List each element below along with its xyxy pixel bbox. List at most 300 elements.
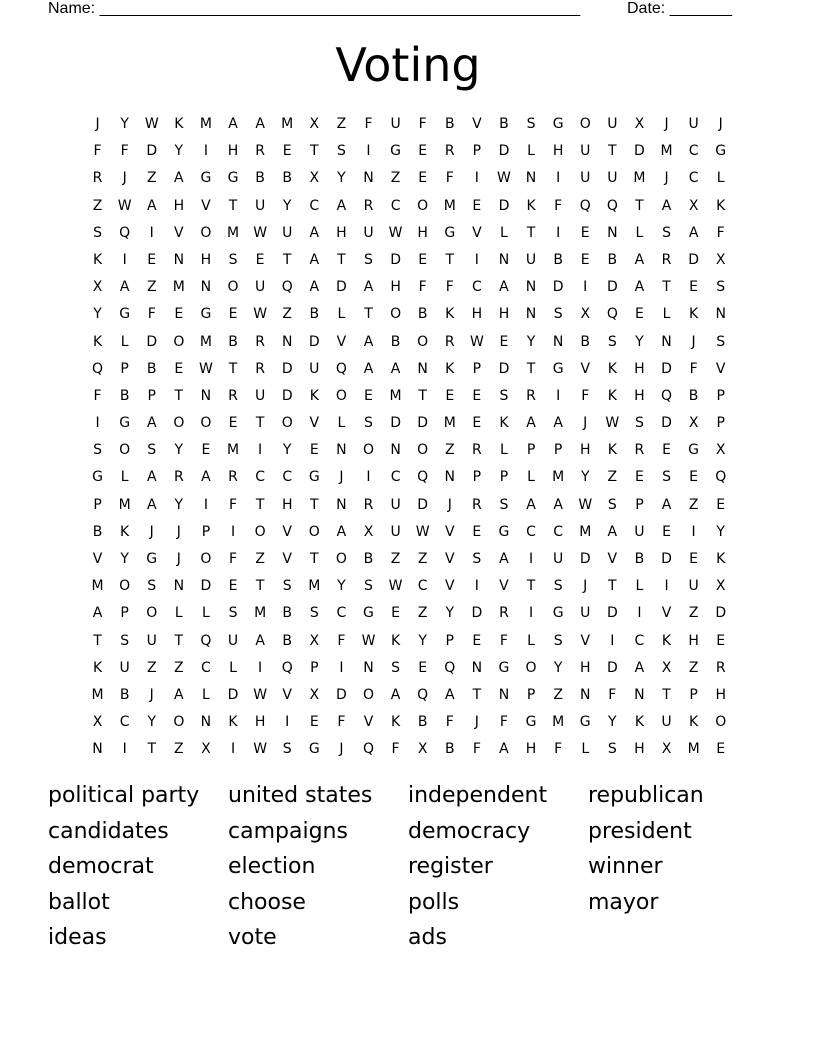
grid-row: [84, 247, 734, 274]
grid-letter: B: [417, 714, 428, 731]
word-list-item: ideas: [48, 925, 107, 951]
grid-letter: S: [282, 578, 292, 595]
grid-letter: V: [363, 714, 374, 731]
grid-letter: C: [471, 279, 482, 296]
grid-letter: Q: [579, 197, 591, 214]
grid-letter: D: [661, 551, 672, 567]
grid-letter: M: [226, 442, 240, 459]
grid-letter: Z: [444, 442, 455, 459]
grid-letter: O: [362, 442, 374, 459]
grid-letter: D: [471, 605, 483, 622]
grid-letter: W: [253, 686, 268, 703]
grid-letter: P: [147, 387, 156, 404]
grid-letter: Y: [418, 632, 427, 649]
grid-letter: A: [336, 197, 347, 214]
grid-letter: A: [553, 496, 563, 513]
grid-letter: B: [282, 170, 292, 187]
grid-letter: A: [146, 415, 157, 432]
grid-letter: E: [472, 197, 482, 214]
grid-letter: H: [254, 714, 266, 731]
grid-letter: B: [634, 551, 645, 567]
grid-letter: K: [92, 251, 103, 268]
grid-letter: P: [93, 496, 102, 513]
grid-letter: D: [552, 279, 564, 296]
grid-letter: I: [691, 523, 696, 540]
grid-letter: M: [91, 686, 104, 703]
grid-letter: F: [445, 170, 454, 187]
grid-letter: H: [390, 279, 401, 296]
grid-letter: C: [309, 197, 320, 214]
grid-letter: S: [228, 251, 238, 268]
grid-letter: N: [525, 279, 537, 296]
grid-letter: B: [282, 605, 292, 622]
grid-letter: G: [200, 170, 212, 187]
grid-letter: F: [499, 632, 508, 649]
word-search-grid: [84, 111, 734, 764]
grid-letter: D: [281, 387, 293, 404]
grid-letter: H: [471, 306, 483, 323]
grid-letter: S: [282, 741, 292, 758]
grid-letter: B: [417, 306, 428, 323]
grid-letter: N: [634, 686, 645, 703]
word-list-item: polls: [408, 889, 460, 915]
grid-letter: N: [336, 442, 347, 459]
grid-letter: D: [498, 197, 510, 214]
grid-letter: A: [309, 251, 320, 268]
grid-letter: U: [607, 116, 618, 132]
grid-letter: Y: [120, 551, 129, 567]
word-list-item: political party: [48, 783, 200, 808]
word-list-item: campaigns: [228, 818, 348, 844]
grid-letter: X: [309, 632, 320, 649]
grid-letter: G: [688, 442, 700, 459]
grid-letter: I: [230, 523, 236, 540]
grid-letter: C: [336, 605, 347, 622]
grid-letter: J: [447, 496, 452, 513]
grid-letter: J: [664, 116, 669, 132]
grid-letter: U: [390, 523, 401, 540]
grid-letter: G: [146, 551, 158, 567]
grid-letter: X: [92, 279, 103, 296]
grid-letter: Y: [635, 333, 644, 350]
grid-letter: F: [418, 116, 427, 132]
grid-letter: V: [336, 333, 347, 350]
grid-letter: C: [417, 578, 428, 595]
grid-letter: E: [689, 551, 699, 567]
grid-row: [84, 573, 734, 600]
grid-letter: O: [146, 605, 158, 622]
grid-letter: V: [444, 551, 455, 567]
grid-letter: N: [579, 686, 591, 703]
grid-letter: E: [228, 306, 238, 323]
grid-letter: O: [335, 551, 347, 567]
grid-letter: I: [366, 469, 371, 486]
grid-letter: K: [607, 442, 617, 459]
grid-letter: E: [309, 442, 319, 459]
grid-letter: E: [201, 442, 211, 459]
grid-letter: V: [444, 523, 455, 540]
grid-letter: O: [362, 686, 374, 703]
grid-letter: U: [254, 197, 266, 214]
grid-letter: F: [554, 741, 563, 758]
grid-letter: M: [687, 741, 700, 758]
grid-letter: T: [608, 143, 617, 160]
grid-letter: C: [553, 523, 564, 540]
grid-letter: X: [661, 741, 672, 758]
grid-letter: Q: [281, 279, 293, 296]
grid-letter: F: [364, 116, 373, 132]
grid-letter: S: [391, 659, 401, 676]
grid-letter: S: [364, 415, 373, 432]
grid-letter: Z: [282, 306, 292, 323]
grid-letter: M: [552, 469, 565, 486]
word-list-item: election: [228, 854, 316, 880]
grid-letter: E: [418, 251, 428, 268]
grid-letter: A: [390, 360, 401, 377]
grid-letter: J: [176, 551, 181, 567]
grid-letter: K: [526, 197, 536, 214]
grid-letter: M: [226, 224, 240, 241]
grid-letter: Q: [661, 387, 673, 404]
grid-letter: K: [661, 632, 672, 649]
grid-letter: M: [91, 578, 104, 595]
grid-letter: W: [388, 578, 403, 595]
grid-letter: T: [526, 224, 536, 241]
grid-letter: W: [388, 224, 403, 241]
grid-letter: U: [309, 360, 320, 377]
word-list-item: register: [408, 854, 493, 880]
grid-letter: L: [527, 632, 535, 649]
word-list-item: mayor: [588, 889, 659, 915]
grid-letter: N: [498, 251, 510, 268]
grid-letter: I: [583, 279, 588, 296]
grid-letter: X: [688, 197, 699, 214]
grid-letter: P: [472, 360, 482, 377]
grid-letter: X: [661, 659, 672, 676]
grid-letter: G: [119, 306, 131, 323]
grid-letter: B: [444, 741, 455, 758]
grid-letter: Q: [362, 741, 374, 758]
grid-letter: B: [499, 116, 509, 132]
grid-letter: R: [255, 360, 265, 377]
grid-letter: T: [337, 251, 346, 268]
grid-letter: P: [201, 523, 211, 540]
word-list-item: ads: [408, 925, 447, 951]
grid-letter: A: [553, 415, 563, 432]
grid-letter: E: [174, 360, 184, 377]
grid-letter: Y: [716, 523, 725, 540]
grid-letter: G: [92, 469, 103, 486]
grid-letter: K: [607, 360, 617, 377]
grid-letter: R: [715, 659, 726, 676]
grid-letter: I: [149, 224, 154, 241]
grid-letter: Z: [390, 170, 401, 187]
grid-letter: A: [526, 415, 536, 432]
grid-letter: A: [499, 551, 509, 567]
grid-letter: D: [579, 551, 591, 567]
grid-letter: I: [610, 632, 615, 649]
grid-letter: C: [201, 659, 211, 676]
grid-letter: A: [526, 496, 536, 513]
grid-letter: P: [716, 415, 725, 432]
grid-letter: V: [282, 523, 292, 540]
grid-letter: Z: [390, 551, 401, 567]
grid-letter: E: [716, 741, 726, 758]
grid-letter: F: [120, 143, 129, 160]
grid-letter: E: [472, 523, 482, 540]
grid-letter: H: [634, 741, 645, 758]
grid-letter: I: [230, 741, 236, 758]
grid-letter: T: [608, 578, 617, 595]
grid-letter: L: [120, 333, 129, 350]
grid-letter: K: [309, 387, 319, 404]
grid-letter: T: [282, 251, 292, 268]
grid-letter: N: [417, 360, 428, 377]
grid-letter: E: [174, 306, 184, 323]
grid-row: [84, 437, 734, 464]
grid-letter: M: [443, 197, 456, 214]
grid-letter: L: [635, 224, 644, 241]
grid-letter: M: [633, 170, 646, 187]
grid-letter: A: [363, 360, 374, 377]
grid-letter: V: [174, 224, 184, 241]
grid-letter: F: [689, 360, 698, 377]
grid-letter: K: [607, 387, 617, 404]
grid-row: [84, 301, 734, 328]
grid-letter: E: [391, 605, 400, 622]
grid-letter: Y: [526, 333, 536, 350]
grid-letter: X: [715, 442, 726, 459]
grid-letter: T: [255, 496, 265, 513]
grid-letter: A: [499, 741, 509, 758]
grid-letter: P: [472, 469, 482, 486]
grid-letter: F: [337, 714, 346, 731]
grid-letter: N: [471, 659, 483, 676]
grid-letter: B: [119, 387, 130, 404]
grid-letter: L: [174, 605, 183, 622]
grid-letter: O: [227, 279, 239, 296]
grid-letter: U: [282, 224, 293, 241]
grid-letter: T: [310, 496, 319, 513]
grid-letter: L: [120, 469, 129, 486]
word-list-item: democracy: [408, 818, 531, 844]
grid-letter: F: [228, 551, 238, 567]
grid-letter: I: [258, 442, 263, 459]
grid-row: [84, 464, 734, 491]
grid-letter: D: [606, 659, 618, 676]
grid-letter: E: [472, 632, 482, 649]
grid-letter: E: [255, 251, 265, 268]
grid-letter: M: [389, 387, 402, 404]
grid-letter: J: [583, 415, 588, 432]
grid-letter: J: [149, 686, 154, 703]
grid-letter: S: [336, 143, 346, 160]
grid-letter: V: [580, 360, 591, 377]
grid-letter: X: [309, 686, 320, 703]
grid-letter: N: [390, 442, 401, 459]
grid-letter: Y: [93, 306, 102, 323]
grid-letter: S: [553, 578, 563, 595]
word-list-item: republican: [588, 783, 704, 808]
grid-letter: E: [418, 143, 428, 160]
grid-letter: L: [581, 741, 590, 758]
grid-letter: K: [689, 714, 699, 731]
grid-letter: V: [499, 578, 509, 595]
grid-row: [84, 193, 734, 220]
grid-letter: A: [174, 170, 184, 187]
grid-letter: F: [93, 143, 102, 160]
grid-letter: E: [689, 469, 699, 486]
grid-letter: N: [525, 170, 537, 187]
grid-letter: L: [337, 415, 346, 432]
grid-row: [84, 138, 734, 165]
grid-letter: R: [92, 170, 103, 187]
grid-letter: J: [122, 170, 127, 187]
grid-letter: T: [93, 632, 102, 649]
grid-letter: G: [444, 224, 456, 241]
grid-letter: B: [390, 333, 401, 350]
grid-letter: A: [119, 279, 130, 296]
grid-letter: O: [308, 523, 320, 540]
grid-letter: D: [498, 360, 510, 377]
grid-letter: T: [445, 251, 455, 268]
grid-letter: E: [580, 224, 590, 241]
grid-letter: N: [525, 306, 537, 323]
grid-letter: N: [661, 333, 672, 350]
grid-letter: M: [172, 279, 185, 296]
grid-letter: C: [634, 632, 645, 649]
grid-letter: G: [308, 741, 320, 758]
grid-letter: A: [92, 605, 103, 622]
grid-letter: Z: [417, 551, 428, 567]
grid-letter: W: [605, 415, 620, 432]
grid-letter: O: [119, 578, 131, 595]
grid-letter: G: [579, 714, 591, 731]
grid-letter: H: [579, 442, 591, 459]
grid-letter: E: [580, 251, 590, 268]
grid-letter: T: [526, 578, 536, 595]
grid-letter: U: [580, 143, 591, 160]
word-list-item: democrat: [48, 854, 154, 880]
grid-letter: N: [552, 333, 564, 350]
grid-letter: P: [120, 605, 129, 622]
grid-letter: W: [117, 197, 132, 214]
grid-letter: Z: [255, 551, 265, 567]
grid-letter: T: [635, 197, 644, 214]
grid-letter: R: [228, 387, 238, 404]
grid-letter: K: [689, 306, 699, 323]
grid-letter: E: [689, 279, 699, 296]
grid-letter: M: [660, 143, 673, 160]
grid-letter: E: [147, 251, 157, 268]
word-list-item: choose: [228, 889, 306, 915]
grid-row: [84, 329, 734, 356]
grid-letter: H: [498, 306, 510, 323]
grid-letter: O: [173, 415, 185, 432]
grid-letter: H: [417, 224, 428, 241]
grid-letter: M: [199, 333, 212, 350]
grid-row: [84, 165, 734, 192]
grid-letter: Z: [174, 659, 184, 676]
grid-letter: M: [281, 116, 294, 132]
grid-letter: I: [366, 143, 371, 160]
grid-letter: T: [310, 143, 319, 160]
grid-letter: R: [444, 333, 455, 350]
grid-letter: Y: [282, 442, 292, 459]
grid-letter: N: [200, 387, 212, 404]
grid-letter: D: [336, 686, 347, 703]
grid-letter: P: [689, 686, 698, 703]
grid-letter: Y: [608, 714, 617, 731]
page-title: Voting: [335, 38, 481, 92]
grid-letter: S: [147, 578, 157, 595]
grid-letter: Y: [580, 469, 590, 486]
grid-letter: O: [417, 197, 429, 214]
grid-letter: Q: [606, 306, 618, 323]
grid-letter: U: [580, 170, 591, 187]
grid-letter: T: [472, 686, 482, 703]
grid-letter: I: [339, 659, 344, 676]
grid-letter: E: [364, 387, 373, 404]
grid-letter: R: [255, 143, 265, 160]
grid-letter: U: [119, 659, 130, 676]
grid-letter: X: [715, 578, 726, 595]
grid-letter: M: [199, 116, 212, 132]
grid-letter: V: [472, 224, 482, 241]
grid-letter: D: [661, 415, 672, 432]
grid-letter: A: [634, 251, 645, 268]
grid-letter: A: [146, 197, 157, 214]
grid-row: [84, 220, 734, 247]
grid-letter: I: [556, 224, 561, 241]
grid-letter: I: [258, 659, 263, 676]
grid-letter: B: [282, 632, 292, 649]
grid-letter: L: [635, 578, 644, 595]
grid-letter: D: [417, 415, 429, 432]
grid-letter: U: [525, 251, 537, 268]
grid-letter: L: [500, 224, 508, 241]
grid-letter: A: [309, 224, 320, 241]
grid-letter: J: [149, 523, 154, 540]
grid-letter: G: [308, 469, 320, 486]
word-list-item: independent: [408, 783, 548, 808]
grid-row: [84, 383, 734, 410]
grid-letter: C: [688, 170, 699, 187]
grid-letter: Y: [445, 605, 455, 622]
grid-letter: A: [255, 116, 265, 132]
grid-letter: C: [255, 469, 265, 486]
grid-letter: U: [607, 170, 618, 187]
grid-letter: A: [336, 523, 347, 540]
grid-letter: Q: [119, 224, 131, 241]
grid-letter: L: [500, 442, 508, 459]
grid-letter: S: [607, 333, 617, 350]
grid-letter: F: [608, 686, 617, 703]
grid-letter: Y: [174, 143, 184, 160]
grid-letter: O: [173, 333, 185, 350]
grid-letter: Q: [92, 360, 104, 377]
grid-row: [84, 410, 734, 437]
grid-letter: Z: [146, 279, 157, 296]
grid-letter: T: [364, 306, 373, 323]
grid-letter: H: [715, 686, 726, 703]
grid-letter: P: [445, 632, 454, 649]
grid-letter: N: [607, 224, 618, 241]
grid-letter: Z: [688, 496, 699, 513]
grid-letter: P: [716, 387, 725, 404]
grid-letter: O: [254, 523, 266, 540]
word-list-item: vote: [228, 925, 277, 951]
